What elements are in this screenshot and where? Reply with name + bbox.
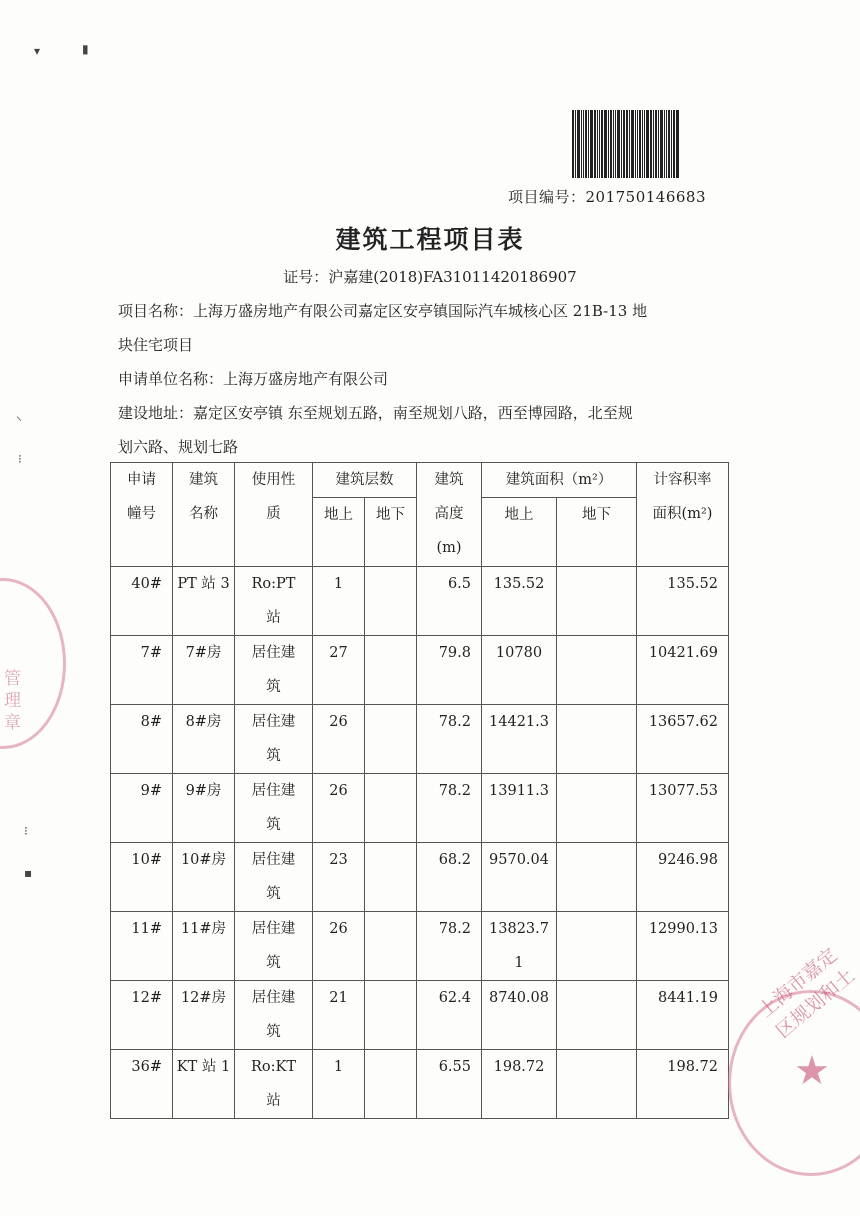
seal-left-text: 管 理 章 — [4, 669, 21, 733]
cell-bldg-name: 7#房 — [173, 636, 235, 705]
cell-far-area: 8441.19 — [637, 981, 729, 1050]
cell-height: 79.8 — [417, 636, 482, 705]
table-row — [111, 912, 729, 981]
cell-area-above: 9570.04 — [482, 843, 557, 912]
cell-height: 62.4 — [417, 981, 482, 1050]
scan-mark: ⁝ — [24, 824, 28, 838]
cell-floors-above: 26 — [313, 705, 365, 774]
table-row — [111, 981, 729, 1050]
cell-area-above: 10780 — [482, 636, 557, 705]
cell-floors-below — [365, 774, 417, 843]
cell-bldg-name: 12#房 — [173, 981, 235, 1050]
cell-area-above: 13823.7 1 — [482, 912, 557, 981]
document-title: 建筑工程项目表 — [335, 225, 525, 254]
header-floors: 建筑层数 — [313, 463, 417, 498]
cell-height: 78.2 — [417, 705, 482, 774]
cell-floors-above: 26 — [313, 912, 365, 981]
applicant: 申请单位名称：上海万盛房地产有限公司 — [118, 370, 389, 388]
table-row — [111, 567, 729, 636]
cell-bldg-name: 8#房 — [173, 705, 235, 774]
cell-floors-above: 27 — [313, 636, 365, 705]
cell-bldg-no: 10# — [111, 843, 173, 912]
scan-mark: ▪ — [24, 866, 33, 880]
cell-far-area: 198.72 — [637, 1050, 729, 1119]
table-row — [111, 1050, 729, 1119]
address-line1: 建设地址：嘉定区安亭镇 东至规划五路，南至规划八路，西至博园路，北至规 — [118, 404, 633, 422]
scan-mark: ▮ — [82, 42, 89, 56]
cell-floors-below — [365, 981, 417, 1050]
address-line2: 划六路、规划七路 — [118, 438, 239, 456]
cell-area-below — [557, 774, 637, 843]
cell-area-below — [557, 1050, 637, 1119]
scan-mark: ▾ — [34, 44, 41, 58]
cell-area-below — [557, 567, 637, 636]
cell-far-area: 9246.98 — [637, 843, 729, 912]
cell-floors-above: 1 — [313, 1050, 365, 1119]
cell-bldg-no: 40# — [111, 567, 173, 636]
table-row — [111, 774, 729, 843]
cell-area-above: 13911.3 — [482, 774, 557, 843]
cell-use: 居住建 筑 — [235, 774, 313, 843]
cell-far-area: 12990.13 — [637, 912, 729, 981]
cell-area-above: 135.52 — [482, 567, 557, 636]
cell-bldg-name: KT 站 1 — [173, 1050, 235, 1119]
cell-height: 78.2 — [417, 912, 482, 981]
cell-area-above: 14421.3 — [482, 705, 557, 774]
cell-use: Ro:PT 站 — [235, 567, 313, 636]
scan-mark: ⸌ — [16, 414, 23, 428]
cell-bldg-name: PT 站 3 — [173, 567, 235, 636]
table-row — [111, 843, 729, 912]
cell-floors-below — [365, 705, 417, 774]
cell-area-above: 8740.08 — [482, 981, 557, 1050]
cell-bldg-name: 9#房 — [173, 774, 235, 843]
cell-bldg-name: 11#房 — [173, 912, 235, 981]
cell-far-area: 135.52 — [637, 567, 729, 636]
header-floors-above: 地上 — [313, 498, 365, 567]
cell-floors-above: 23 — [313, 843, 365, 912]
cell-floors-below — [365, 843, 417, 912]
cell-bldg-no: 9# — [111, 774, 173, 843]
cell-floors-above: 26 — [313, 774, 365, 843]
cell-bldg-no: 12# — [111, 981, 173, 1050]
cell-height: 6.5 — [417, 567, 482, 636]
cell-use: 居住建 筑 — [235, 843, 313, 912]
cell-use: 居住建 筑 — [235, 912, 313, 981]
cell-height: 6.55 — [417, 1050, 482, 1119]
header-area-above: 地上 — [482, 498, 557, 567]
building-table — [110, 462, 729, 1119]
seal-star-icon: ★ — [794, 1048, 830, 1094]
cell-floors-above: 21 — [313, 981, 365, 1050]
cell-far-area: 13077.53 — [637, 774, 729, 843]
cell-area-below — [557, 636, 637, 705]
cell-use: 居住建 筑 — [235, 705, 313, 774]
cell-bldg-name: 10#房 — [173, 843, 235, 912]
cell-area-below — [557, 981, 637, 1050]
cell-area-below — [557, 912, 637, 981]
header-row — [111, 463, 729, 498]
header-floors-below: 地下 — [365, 498, 417, 567]
project-name-line1: 项目名称：上海万盛房地产有限公司嘉定区安亭镇国际汽车城核心区 21B-13 地 — [118, 302, 648, 320]
cell-height: 78.2 — [417, 774, 482, 843]
cell-use: 居住建 筑 — [235, 981, 313, 1050]
cell-bldg-no: 7# — [111, 636, 173, 705]
cell-floors-above: 1 — [313, 567, 365, 636]
header-bldg-name: 建筑 名称 — [173, 463, 235, 567]
cell-floors-below — [365, 1050, 417, 1119]
cell-use: Ro:KT 站 — [235, 1050, 313, 1119]
cell-bldg-no: 8# — [111, 705, 173, 774]
cell-use: 居住建 筑 — [235, 636, 313, 705]
certificate-number: 证号：沪嘉建(2018)FA31011420186907 — [283, 268, 577, 286]
header-far-area: 计容积率 面积(m²) — [637, 463, 729, 567]
scan-mark: ⁝ — [18, 452, 22, 466]
header-height: 建筑 高度 (m) — [417, 463, 482, 567]
cell-height: 68.2 — [417, 843, 482, 912]
cell-far-area: 13657.62 — [637, 705, 729, 774]
cell-bldg-no: 36# — [111, 1050, 173, 1119]
cell-floors-below — [365, 567, 417, 636]
project-info — [118, 294, 728, 464]
header-area: 建筑面积（m²） — [482, 463, 637, 498]
seal-right-text: 上海市嘉定区规划和土 — [754, 943, 859, 1043]
cell-floors-below — [365, 912, 417, 981]
cell-bldg-no: 11# — [111, 912, 173, 981]
cell-floors-below — [365, 636, 417, 705]
table-row — [111, 705, 729, 774]
header-area-below: 地下 — [557, 498, 637, 567]
header-bldg-no: 申请 幢号 — [111, 463, 173, 567]
project-name-line2: 块住宅项目 — [118, 336, 194, 354]
table-row — [111, 636, 729, 705]
cell-area-above: 198.72 — [482, 1050, 557, 1119]
header-use: 使用性 质 — [235, 463, 313, 567]
cell-far-area: 10421.69 — [637, 636, 729, 705]
cell-area-below — [557, 705, 637, 774]
project-number: 项目编号：201750146683 — [508, 188, 707, 206]
barcode — [572, 110, 720, 178]
cell-area-below — [557, 843, 637, 912]
